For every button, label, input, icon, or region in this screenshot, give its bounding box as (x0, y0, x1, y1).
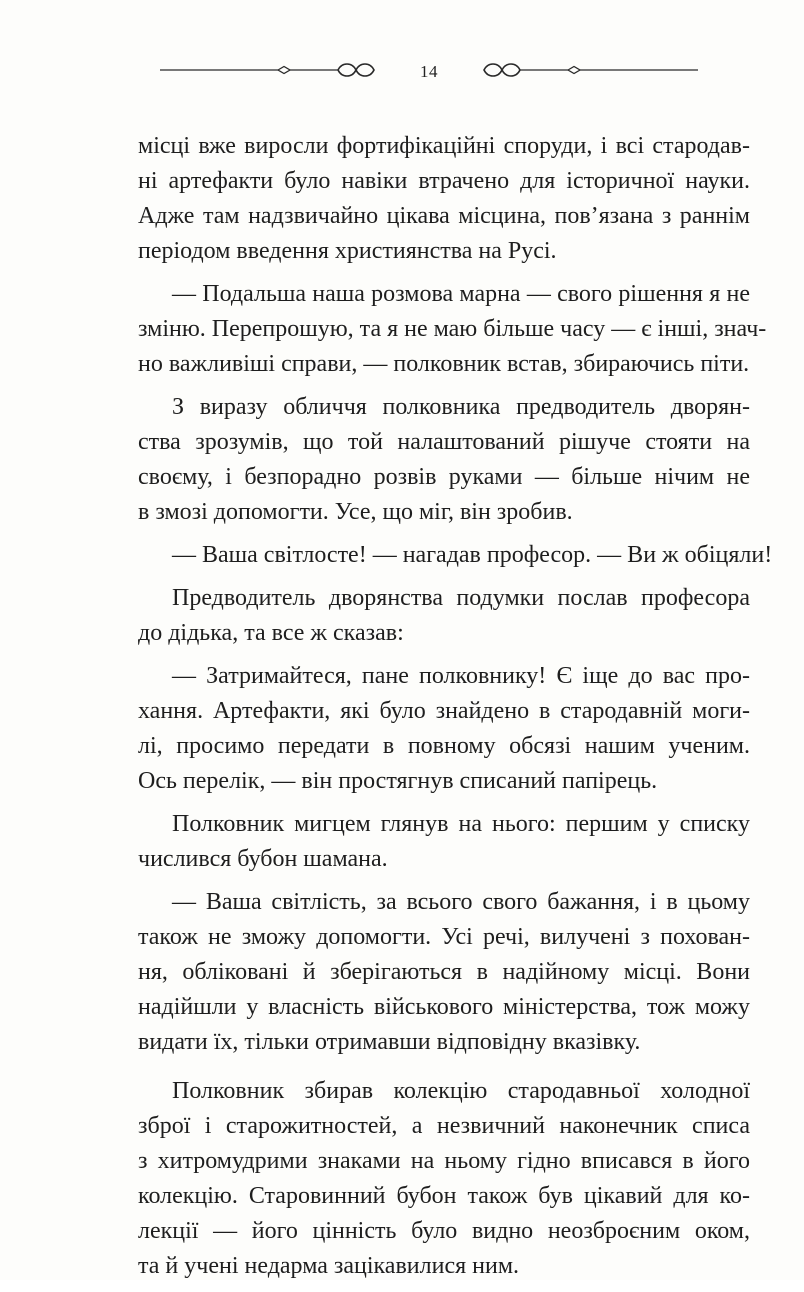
text-line: лекції — його цінність було видно неозброєним оком, (138, 1218, 750, 1244)
text-line: — Подальша наша розмова марна — свого рішення я не (172, 281, 750, 307)
page-header (160, 52, 698, 92)
paragraph (138, 129, 750, 269)
text-line: та й учені недарма зацікавилися ним. (138, 1253, 520, 1279)
paragraph (138, 659, 750, 799)
text-line: ства зрозумів, що той налаштований рішуче стояти на (138, 429, 750, 455)
text-line: — Ваша світлосте! — нагадав професор. — Ви ж обіцяли! (172, 542, 773, 568)
paragraph (138, 1074, 750, 1284)
text-line: зброї і старожитностей, а незвичний наконечник списа (138, 1113, 750, 1139)
body-text (138, 129, 773, 1292)
text-line: до дідька, та все ж сказав: (138, 620, 404, 646)
text-line: Ось перелік, — він простягнув списаний папірець. (138, 768, 658, 794)
text-line: но важливіші справи, — полковник встав, збираючись піти. (138, 351, 750, 377)
text-line: — Затримайтеся, пане полковнику! Є іще до вас про- (172, 663, 750, 689)
text-line: Полковник мигцем глянув на нього: першим у списку (172, 811, 750, 837)
paragraph (138, 390, 750, 530)
text-line: в змозі допомогти. Усе, що міг, він зробив. (138, 499, 573, 525)
paragraph (138, 277, 767, 382)
text-line: З виразу обличчя полковника предводитель дворян- (172, 394, 750, 420)
text-line: колекцію. Старовинний бубон також був цікавий для ко- (138, 1183, 750, 1209)
text-line: Предводитель дворянства подумки послав професора (172, 585, 750, 611)
text-line: періодом введення християнства на Русі. (138, 238, 557, 264)
text-line: своєму, і безпорадно розвів руками — більше нічим не (138, 464, 750, 490)
text-line: — Ваша світлість, за всього свого бажання, і в цьому (172, 889, 750, 915)
paragraph (138, 581, 750, 651)
paragraph (138, 885, 750, 1060)
paragraph (138, 807, 750, 877)
text-line: лі, просимо передати в повному обсязі нашим ученим. (138, 733, 750, 759)
text-line: хання. Артефакти, які було знайдено в стародавній моги- (138, 698, 750, 724)
text-line: з хитромудрими знаками на ньому гідно вписався в його (138, 1148, 750, 1174)
text-line: Адже там надзвичайно цікава місцина, пов’язана з раннім (138, 203, 750, 229)
text-line: ні артефакти було навіки втрачено для історичної науки. (138, 168, 750, 194)
text-line: місці вже виросли фортифікаційні споруди, і всі стародав- (138, 133, 750, 159)
text-line: надійшли у власність військового міністерства, тож можу (138, 994, 750, 1020)
text-line: також не зможу допомогти. Усі речі, вилучені з похован- (138, 924, 750, 950)
text-line: ня, обліковані й зберігаються в надійному місці. Вони (138, 959, 750, 985)
page-number: 14 (420, 62, 438, 81)
text-line: Полковник збирав колекцію стародавньої холодної (172, 1078, 750, 1104)
text-line: зміню. Перепрошую, та я не маю більше часу — є інші, знач- (138, 316, 767, 342)
paragraph (138, 538, 773, 573)
text-line: видати їх, тільки отримавши відповідну вказівку. (138, 1029, 641, 1055)
text-line: числився бубон шамана. (138, 846, 388, 872)
